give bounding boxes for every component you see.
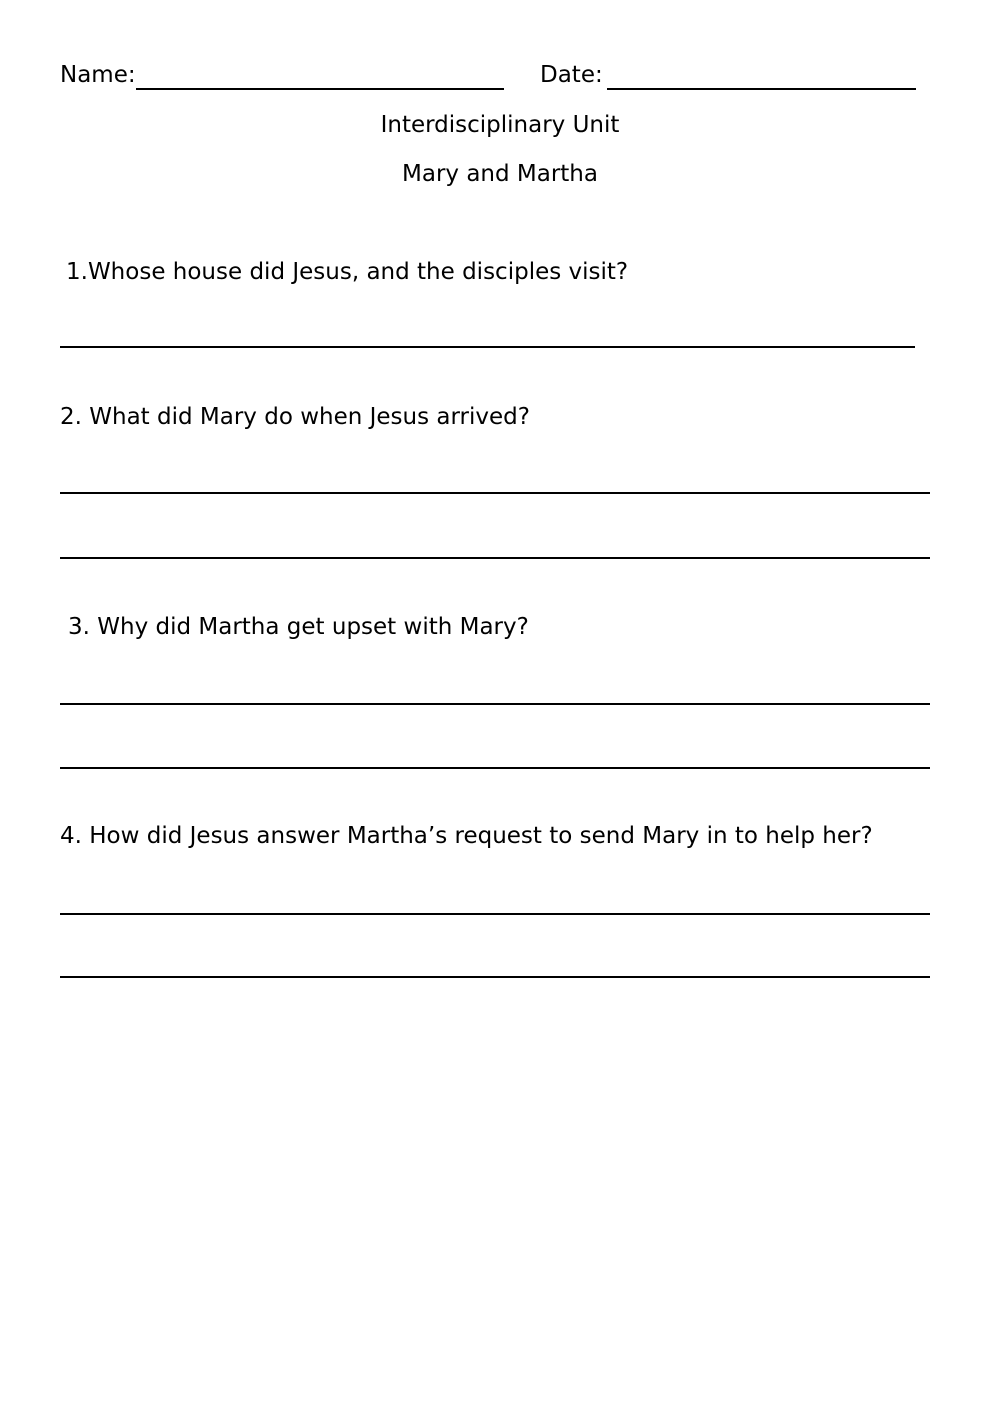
answer-line-3a[interactable] bbox=[60, 703, 930, 705]
name-field-line[interactable] bbox=[136, 88, 504, 90]
answer-line-2b[interactable] bbox=[60, 557, 930, 559]
answer-line-1a[interactable] bbox=[60, 346, 915, 348]
question-3: 3. Why did Martha get upset with Mary? bbox=[68, 614, 529, 640]
question-2: 2. What did Mary do when Jesus arrived? bbox=[60, 404, 530, 430]
answer-line-4a[interactable] bbox=[60, 913, 930, 915]
date-field-line[interactable] bbox=[607, 88, 916, 90]
story-title: Mary and Martha bbox=[402, 161, 598, 187]
answer-line-4b[interactable] bbox=[60, 976, 930, 978]
answer-line-2a[interactable] bbox=[60, 492, 930, 494]
name-label: Name: bbox=[60, 62, 136, 88]
question-1: 1.Whose house did Jesus, and the disciples visit? bbox=[66, 259, 629, 285]
answer-line-3b[interactable] bbox=[60, 767, 930, 769]
question-4: 4. How did Jesus answer Martha’s request to send Mary in to help her? bbox=[60, 823, 873, 849]
unit-title: Interdisciplinary Unit bbox=[380, 112, 620, 138]
date-label: Date: bbox=[540, 62, 603, 88]
